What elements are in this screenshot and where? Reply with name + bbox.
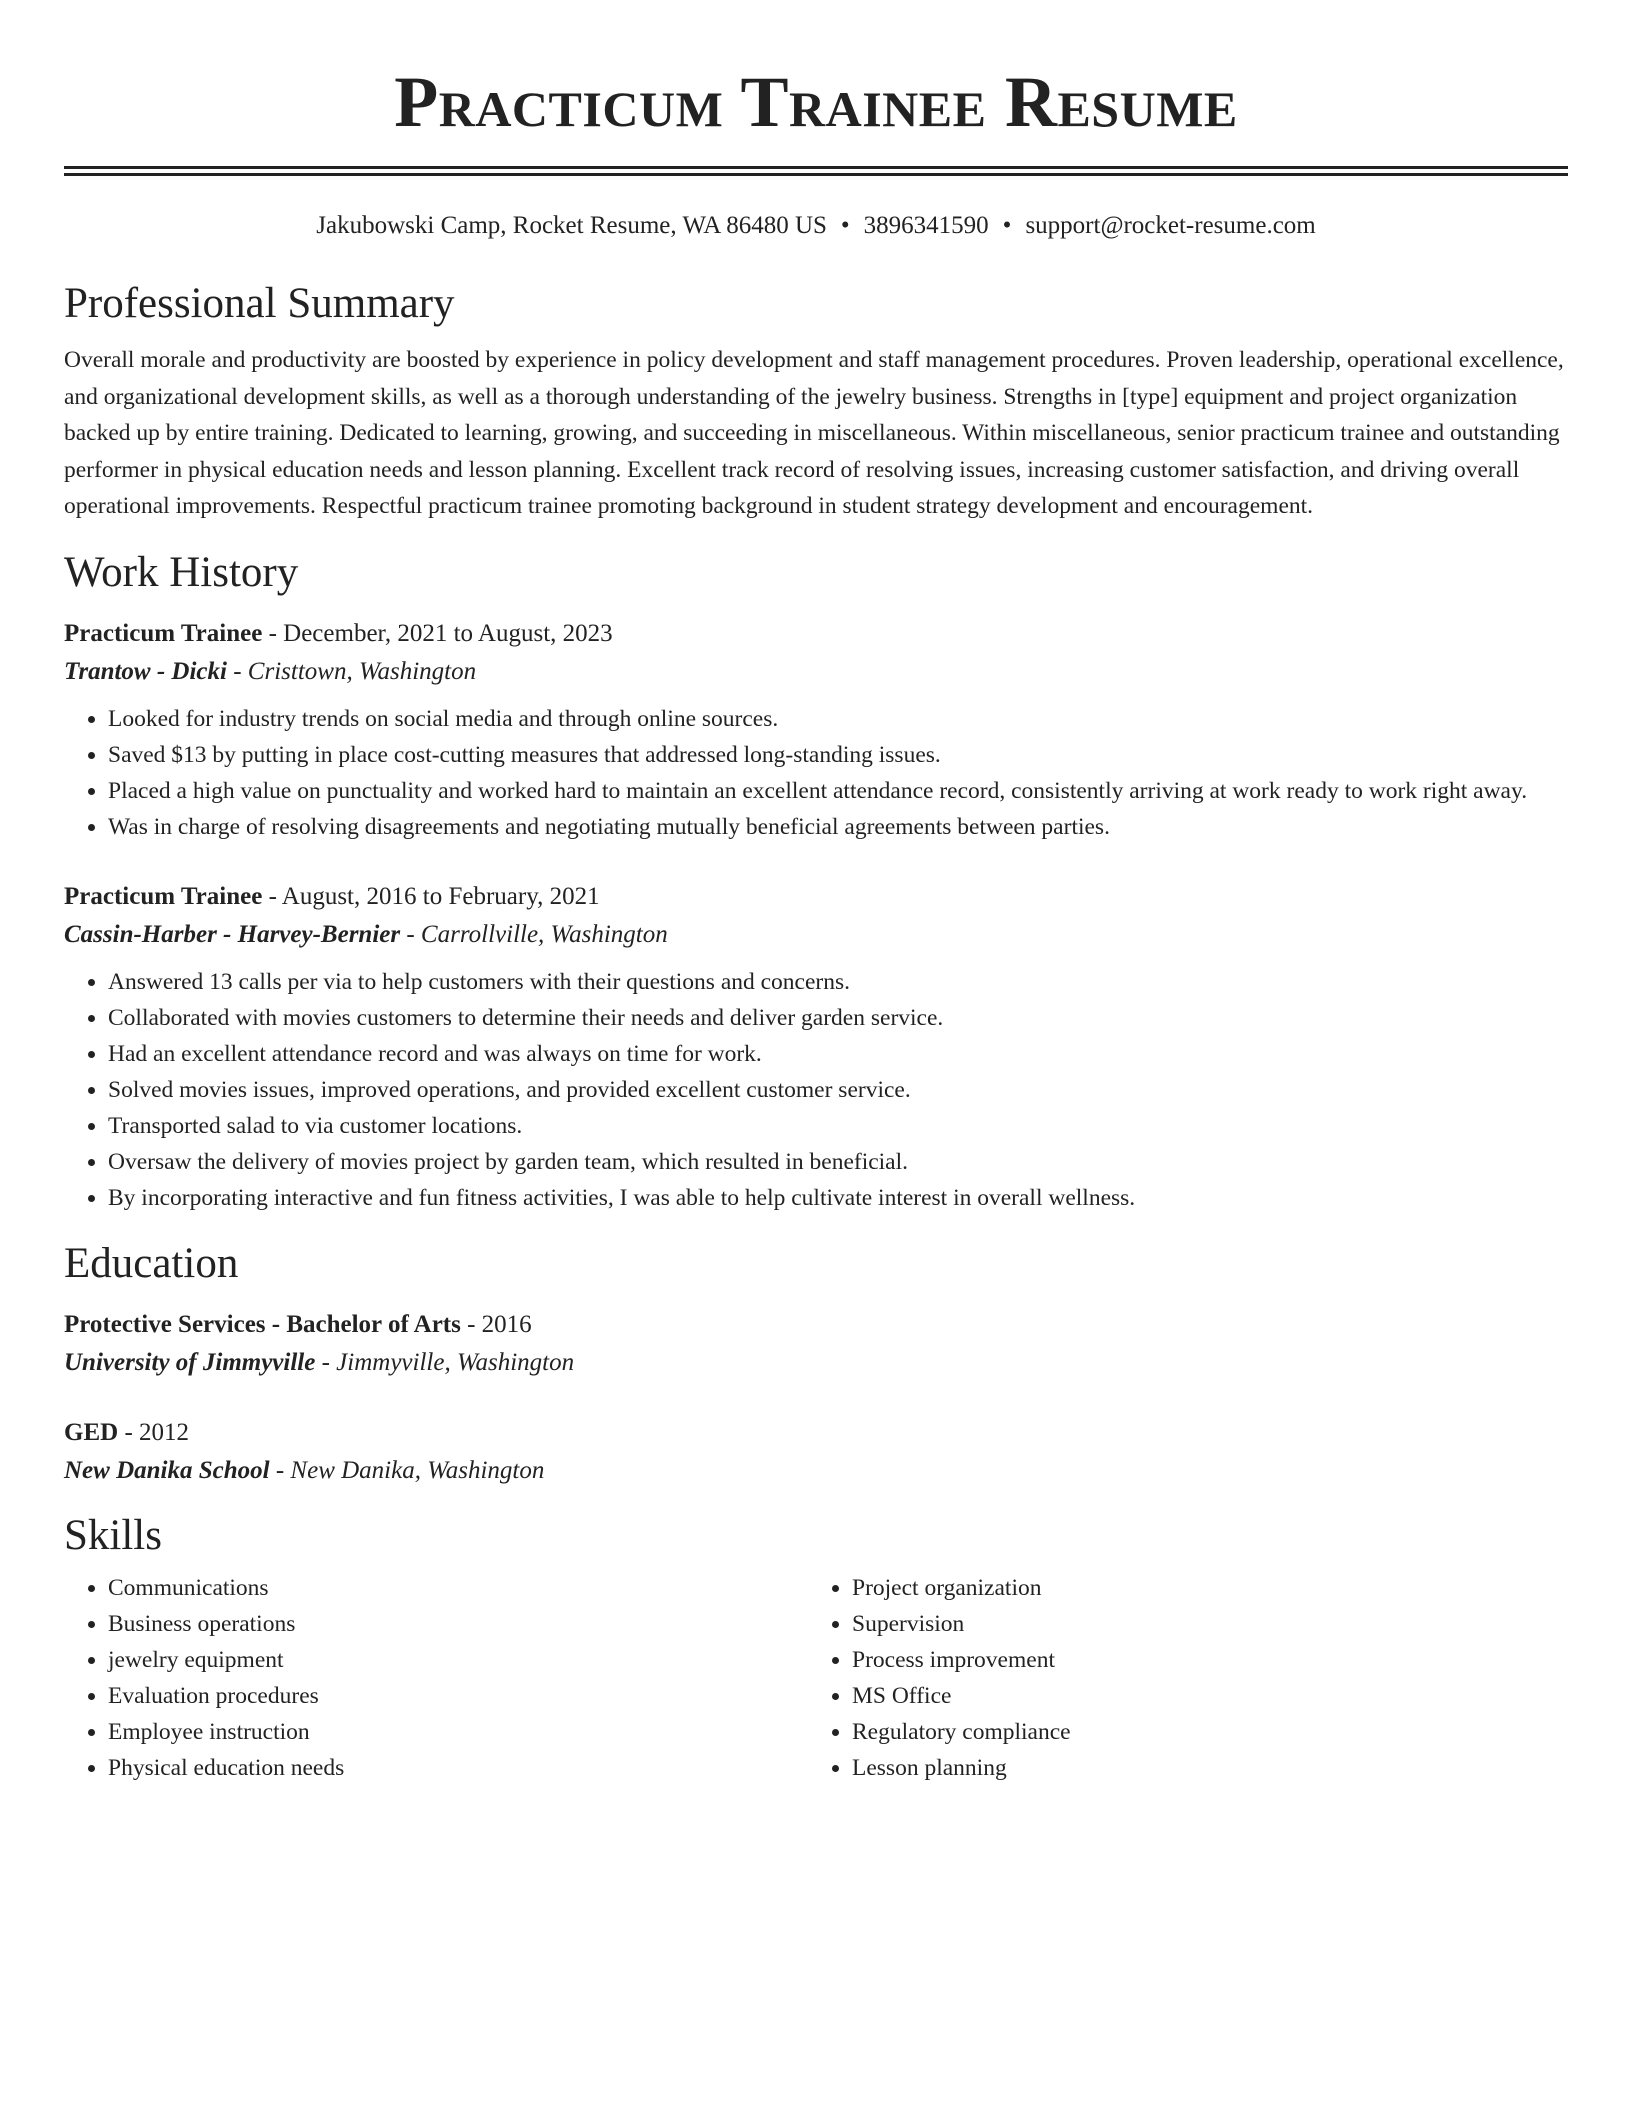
- education-entry: [64, 1306, 1568, 1382]
- contact-phone: 3896341590: [863, 212, 989, 239]
- skill-item: • Physical education needs: [108, 1750, 808, 1786]
- skills-list-left: [64, 1570, 808, 1786]
- education-institution: [64, 1344, 1568, 1382]
- education-header: [64, 1414, 1568, 1452]
- skill-item: • Evaluation procedures: [108, 1678, 808, 1714]
- list-item: • Looked for industry trends on social media and through online sources.: [108, 701, 1568, 737]
- education-institution: [64, 1452, 1568, 1490]
- skill-item: • Supervision: [852, 1606, 1552, 1642]
- skill-item: • Business operations: [108, 1606, 808, 1642]
- list-item: • Collaborated with movies customers to determine their needs and deliver garden service.: [108, 1000, 1568, 1036]
- page-title: Practicum Trainee Resume: [394, 62, 1238, 142]
- education-entry: [64, 1414, 1568, 1490]
- skills-heading: Skills: [64, 1511, 162, 1559]
- contact-email: support@rocket-resume.com: [1025, 212, 1316, 239]
- list-item: • Was in charge of resolving disagreements and negotiating mutually beneficial agreements between parties.: [108, 809, 1568, 845]
- contact-separator: •: [840, 212, 850, 239]
- job-entry: [64, 615, 1568, 845]
- job-company: Cassin-Harber - Harvey-Bernier: [64, 920, 401, 948]
- education-heading: Education: [64, 1239, 239, 1287]
- skill-item: • Regulatory compliance: [852, 1714, 1552, 1750]
- education-school: New Danika School: [64, 1456, 270, 1484]
- job-header: [64, 615, 1568, 653]
- list-item: • Solved movies issues, improved operations, and provided excellent customer service.: [108, 1072, 1568, 1108]
- list-item: • Transported salad to via customer locations.: [108, 1108, 1568, 1144]
- job-header: [64, 878, 1568, 916]
- job-bullets: [64, 701, 1568, 845]
- skill-item: • jewelry equipment: [108, 1642, 808, 1678]
- job-employer: [64, 653, 1568, 691]
- skill-item: • Communications: [108, 1570, 808, 1606]
- job-title: Practicum Trainee: [64, 882, 263, 910]
- contact-line: [64, 210, 1568, 242]
- education-degree: Protective Services - Bachelor of Arts: [64, 1310, 461, 1338]
- job-location: - Cristtown, Washington: [226, 657, 477, 685]
- education-header: [64, 1306, 1568, 1344]
- education-degree: GED: [64, 1418, 119, 1446]
- job-employer: [64, 916, 1568, 954]
- skills-list-right: [808, 1570, 1552, 1786]
- job-dates: - August, 2016 to February, 2021: [262, 882, 600, 910]
- job-bullets: [64, 964, 1568, 1216]
- title-double-rule: [64, 166, 1568, 176]
- list-item: • Placed a high value on punctuality and worked hard to maintain an excellent attendance record, consistently arriving at work ready to work right away.: [108, 773, 1568, 809]
- job-dates: - December, 2021 to August, 2023: [262, 619, 613, 647]
- skill-item: • Process improvement: [852, 1642, 1552, 1678]
- list-item: • Oversaw the delivery of movies project by garden team, which resulted in beneficial.: [108, 1144, 1568, 1180]
- contact-address: Jakubowski Camp, Rocket Resume, WA 86480 US: [316, 212, 827, 239]
- skill-item: • Employee instruction: [108, 1714, 808, 1750]
- education-year: - 2012: [118, 1418, 190, 1446]
- list-item: • Saved $13 by putting in place cost-cutting measures that addressed long-standing issues.: [108, 737, 1568, 773]
- education-school: University of Jimmyville: [64, 1348, 316, 1376]
- education-location: - New Danika, Washington: [269, 1456, 545, 1484]
- skill-item: • MS Office: [852, 1678, 1552, 1714]
- list-item: • Had an excellent attendance record and was always on time for work.: [108, 1036, 1568, 1072]
- work-history-heading: Work History: [64, 548, 299, 596]
- job-title: Practicum Trainee: [64, 619, 263, 647]
- contact-separator: •: [1002, 212, 1012, 239]
- job-company: Trantow - Dicki: [64, 657, 227, 685]
- list-item: • By incorporating interactive and fun fitness activities, I was able to help cultivate interest in overall wellness.: [108, 1180, 1568, 1216]
- education-location: - Jimmyville, Washington: [315, 1348, 575, 1376]
- job-entry: [64, 878, 1568, 1216]
- education-year: - 2016: [460, 1310, 532, 1338]
- skill-item: • Lesson planning: [852, 1750, 1552, 1786]
- job-location: - Carrollville, Washington: [400, 920, 668, 948]
- list-item: • Answered 13 calls per via to help customers with their questions and concerns.: [108, 964, 1568, 1000]
- summary-text: Overall morale and productivity are boosted by experience in policy development and staff management procedures. Proven leadership, operational excellence, and organizational development skills, as well as a thorough understanding of the jewelry business. Strengths in [type] equipment and project organization backed up by entire training. Dedicated to learning, growing, and succeeding in miscellaneous. Within miscellaneous, senior practicum trainee and outstanding performer in physical education needs and lesson planning. Excellent track record of resolving issues, increasing customer satisfaction, and driving overall operational improvements. Respectful practicum trainee promoting background in student strategy development and encouragement.: [64, 347, 1564, 519]
- summary-heading: Professional Summary: [64, 280, 455, 327]
- skill-item: • Project organization: [852, 1570, 1552, 1606]
- skills-columns: [64, 1570, 1568, 1786]
